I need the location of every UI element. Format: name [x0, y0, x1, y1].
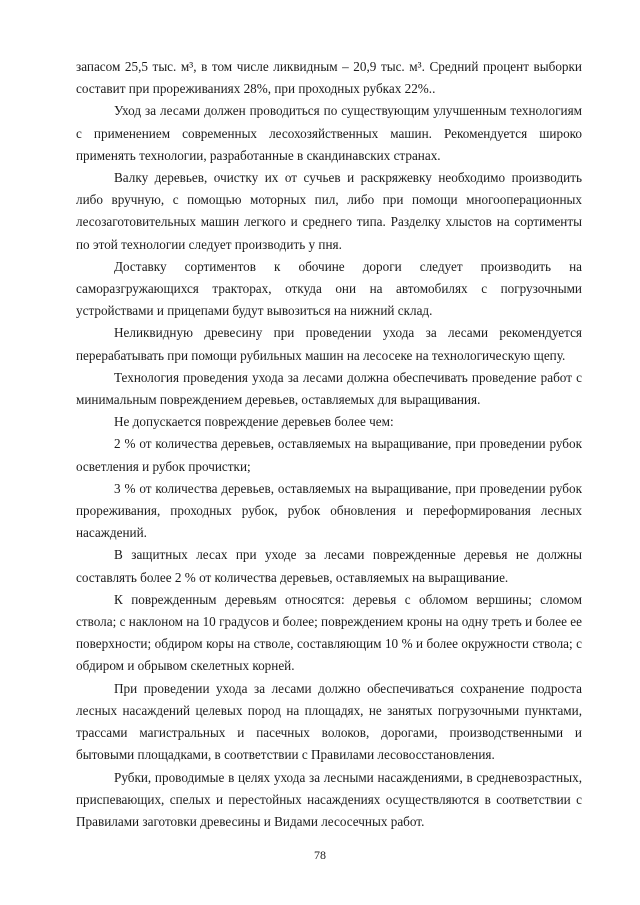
- paragraph-rules: Рубки, проводимые в целях ухода за лесными насаждениями, в средневозрастных, приспевающих, спелых и перестойных насаждениях осуществляются в соответствии с Правилами заготовки древесины и Видами лесосечных работ.: [76, 769, 582, 829]
- document-body: [76, 56, 582, 833]
- paragraph-damaged-trees: К поврежденным деревьям относятся: деревья с обломом вершины; сломом ствола; с наклоном на 10 градусов и более; повреждением кроны на одну треть и более ее поверхности; обдиром коры на стволе, составляющим 10 % и более окружности ствола; с обдиром и обрывом скелетных корней.: [76, 591, 582, 674]
- paragraph-continuation: запасом 25,5 тыс. м³, в том числе ликвидным – 20,9 тыс. м³. Средний процент выборки составит при прореживаниях 28%, при проходных рубках 22%..: [76, 59, 582, 97]
- paragraph-damage-limit-intro: Не допускается повреждение деревьев более чем:: [114, 414, 394, 430]
- paragraph-minimal-damage: Технология проведения ухода за лесами должна обеспечивать проведение работ с минимальным повреждением деревьев, оставляемых для выращивания.: [76, 369, 582, 408]
- paragraph-damage-limit-2: 2 % от количества деревьев, оставляемых на выращивание, при проведении рубок осветления и рубок прочистки;: [76, 436, 582, 474]
- paragraph-nonliquid-wood: Неликвидную древесину при проведении ухода за лесами рекомендуется перерабатывать при помощи рубильных машин на лесосеке на технологическую щепу.: [76, 325, 582, 363]
- paragraph-undergrowth: При проведении ухода за лесами должно обеспечиваться сохранение подроста лесных насаждений целевых пород на площадях, не занятых погрузочными пунктами, трассами магистральных и пасечных волоков, дорогами, производственными и бытовыми площадками, в соответствии с Правилами лесовосстановления.: [76, 680, 582, 763]
- paragraph-damage-limit-3: 3 % от количества деревьев, оставляемых на выращивание, при проведении рубок прореживания, проходных рубок, рубок обновления и переформирования лесных насаждений.: [76, 480, 582, 541]
- page-number: 78: [314, 848, 326, 862]
- paragraph-protective-forests: В защитных лесах при уходе за лесами поврежденные деревья не должны составлять более 2 % от количества деревьев, оставляемых на выращивание.: [76, 547, 582, 585]
- paragraph-care-technology: Уход за лесами должен проводиться по существующим улучшенным технологиям с применением современных лесохозяйственных машин. Рекомендуется широко применять технологии, разработанные в скандинавских странах.: [76, 103, 582, 163]
- paragraph-delivery: Доставку сортиментов к обочине дороги следует производить на саморазгружающихся тракторах, откуда они на автомобилях с погрузочными устройствами и прицепами будут вывозиться на нижний склад.: [76, 258, 582, 319]
- paragraph-felling: Валку деревьев, очистку их от сучьев и раскряжевку необходимо производить либо вручную, с помощью моторных пил, либо при помощи многооперационных лесозаготовительных машин легкого и среднего типа. Разделку хлыстов на сортименты по этой технологии следует производить у пня.: [76, 170, 582, 252]
